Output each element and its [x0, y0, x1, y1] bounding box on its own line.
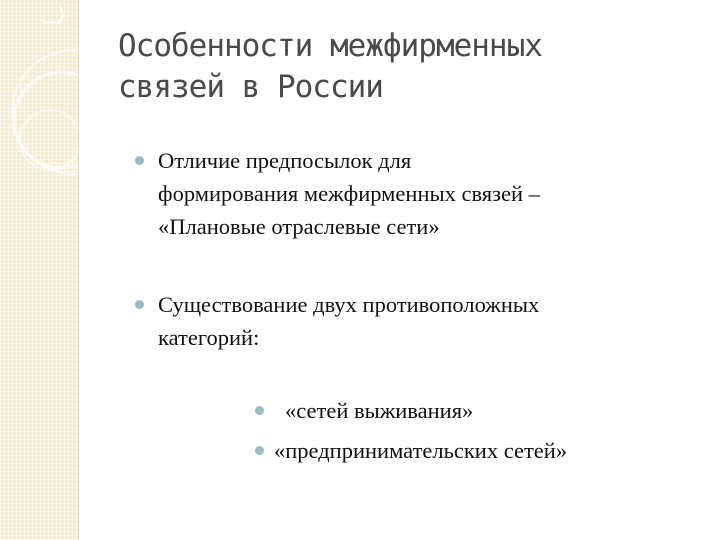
bullet-icon [135, 156, 144, 165]
bullet-line: Существование двух противоположных [158, 292, 540, 317]
sub-bullet-item-2 [274, 434, 567, 467]
title-line: связей в России [118, 69, 383, 105]
sub-bullet-item-1 [285, 394, 473, 427]
sub-bullet-text: «предпринимательских сетей» [274, 438, 568, 463]
bullet-line: категорий: [158, 325, 260, 350]
decorative-sidebar [0, 0, 78, 540]
slide-title [118, 26, 698, 108]
sub-bullet-text: «сетей выживания» [285, 398, 474, 423]
bullet-icon [135, 300, 144, 309]
bullet-item-2 [158, 288, 539, 354]
bullet-line: Отличие предпосылок для [158, 148, 412, 173]
sub-bullet-icon [255, 446, 264, 455]
decorative-circles [0, 0, 78, 540]
sub-bullet-icon [255, 406, 264, 415]
bullet-line: «Плановые отраслевые сети» [158, 214, 440, 239]
title-line: Особенности межфирменных [118, 28, 542, 64]
bullet-line: формирования межфирменных связей – [158, 181, 540, 206]
sidebar-divider [78, 0, 79, 540]
bullet-item-1 [158, 144, 540, 243]
